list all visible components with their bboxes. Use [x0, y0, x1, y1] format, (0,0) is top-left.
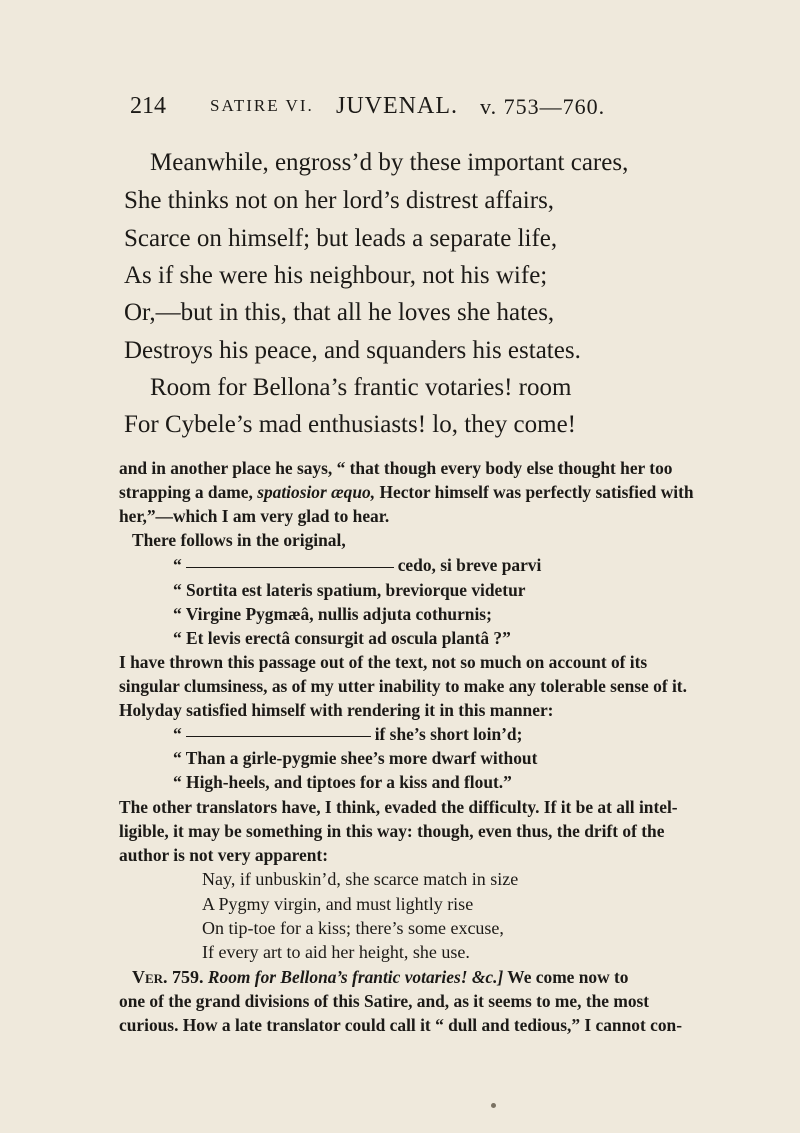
note-italic: spatiosior æquo, [257, 482, 376, 502]
em-rule [186, 736, 371, 737]
note-line: The other translators have, I think, evaded the difficulty. If it be at all intel- [119, 797, 678, 817]
ver-italic: Room for Bellona’s frantic votaries! &c.] [207, 967, 504, 987]
page-number: 214 [130, 93, 166, 119]
open-quote: “ [173, 724, 182, 744]
note-text: Hector himself was perfectly satisfied with [379, 482, 694, 502]
running-header [130, 93, 610, 123]
line-range: v. 753—760. [480, 94, 606, 119]
note-line: her,”—which I am very glad to hear. [119, 506, 390, 526]
note-line: I have thrown this passage out of the text, not so much on account of its [119, 652, 648, 672]
latin-line: “ Virgine Pygmæâ, nullis adjuta cothurnis; [173, 604, 492, 624]
poem-line: Or,—but in this, that all he loves she hates, [124, 299, 555, 326]
verse-line: If every art to aid her height, she use. [202, 942, 470, 962]
note-line: curious. How a late translator could call it “ dull and tedious,” I cannot con- [119, 1015, 682, 1035]
ver-label: Ver. 759. [132, 967, 204, 987]
poem-line: As if she were his neighbour, not his wife; [124, 262, 548, 289]
ver-note-line [132, 967, 629, 988]
open-quote: “ [173, 555, 182, 575]
em-rule [186, 567, 394, 568]
latin-text: cedo, si breve parvi [397, 555, 542, 575]
poem-line: She thinks not on her lord’s distrest affairs, [124, 187, 555, 214]
poem-line: Room for Bellona’s frantic votaries! room [150, 374, 572, 401]
poem-line: For Cybele’s mad enthusiasts! lo, they come! [124, 411, 577, 438]
poem-line: Destroys his peace, and squanders his estates. [124, 337, 581, 364]
verse-line: A Pygmy virgin, and must lightly rise [202, 894, 474, 914]
verse-line: On tip-toe for a kiss; there’s some excuse, [202, 918, 504, 938]
ver-text: We come now to [507, 967, 629, 987]
note-line: author is not very apparent: [119, 845, 329, 865]
note-line: ligible, it may be something in this way: though, even thus, the drift of the [119, 821, 665, 841]
satire-label: SATIRE VI. [210, 96, 314, 115]
note-line: There follows in the original, [132, 530, 346, 550]
poem-line: Scarce on himself; but leads a separate life, [124, 225, 558, 252]
note-line: and in another place he says, “ that though every body else thought her too [119, 458, 673, 478]
author-label: JUVENAL. [336, 93, 458, 119]
note-line: one of the grand divisions of this Satire, and, as it seems to me, the most [119, 991, 650, 1011]
note-line: singular clumsiness, as of my utter inability to make any tolerable sense of it. [119, 676, 687, 696]
note-line [119, 482, 694, 503]
holyday-line: “ Than a girle-pygmie shee’s more dwarf without [173, 748, 538, 768]
holyday-line: “ High-heels, and tiptoes for a kiss and flout.” [173, 772, 512, 792]
ink-speck [491, 1103, 496, 1108]
holyday-line [173, 724, 522, 745]
note-text: strapping a dame, [119, 482, 253, 502]
latin-line [173, 555, 541, 576]
latin-line: “ Et levis erectâ consurgit ad oscula plantâ ?” [173, 628, 511, 648]
latin-line: “ Sortita est lateris spatium, breviorque videtur [173, 580, 526, 600]
note-line: Holyday satisfied himself with rendering it in this manner: [119, 700, 554, 720]
verse-line: Nay, if unbuskin’d, she scarce match in size [202, 869, 519, 889]
poem-line: Meanwhile, engross’d by these important cares, [150, 149, 629, 176]
holyday-text: if she’s short loin’d; [374, 724, 523, 744]
